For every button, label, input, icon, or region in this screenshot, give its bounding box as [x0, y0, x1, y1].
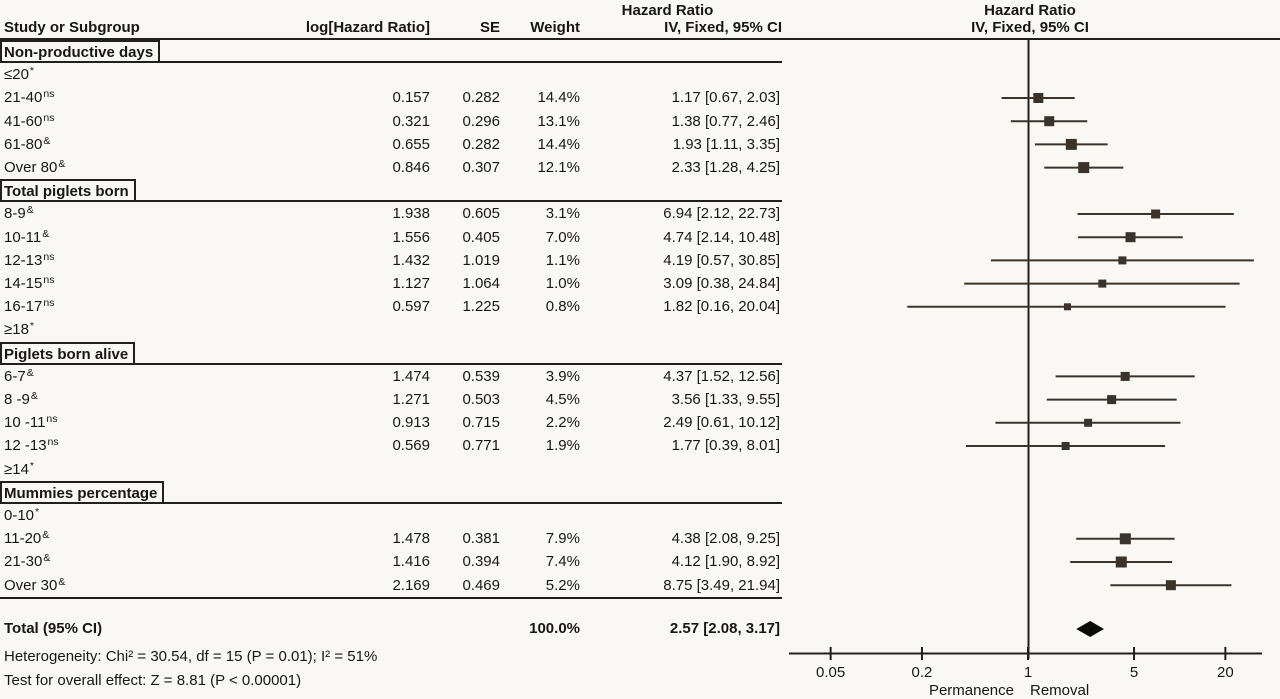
weight-value: 2.2% — [545, 414, 580, 432]
col-loghr-header: log[Hazard Ratio] — [305, 19, 430, 36]
table-row — [0, 63, 782, 86]
table-row — [0, 411, 782, 434]
log-hr-value: 1.478 — [392, 530, 430, 548]
significance-superscript: & — [26, 366, 34, 379]
table-row — [0, 86, 782, 109]
effect-marker — [1062, 442, 1070, 450]
x-tick-label: 20 — [1217, 664, 1234, 681]
study-label: ≥14* — [4, 459, 35, 478]
weight-value: 7.0% — [545, 228, 580, 246]
significance-superscript: * — [35, 506, 40, 518]
effect-marker — [1118, 256, 1126, 264]
overall-effect-note: Test for overall effect: Z = 8.81 (P < 0.00001) — [4, 672, 302, 689]
log-hr-value: 0.913 — [392, 414, 430, 432]
subgroup-header: Total piglets born — [0, 179, 136, 200]
table-row — [0, 388, 782, 411]
effect-marker — [1126, 232, 1136, 242]
weight-value: 1.1% — [545, 251, 580, 269]
significance-superscript: * — [29, 65, 35, 78]
se-value: 0.296 — [462, 112, 500, 130]
effect-marker — [1121, 372, 1130, 381]
significance-superscript: & — [42, 529, 50, 542]
total-ci: 2.57 [2.08, 3.17] — [669, 620, 780, 637]
table-row — [0, 318, 782, 341]
x-tick-label: 0.2 — [911, 664, 933, 681]
effect-marker — [1084, 419, 1092, 427]
subgroup-row — [0, 179, 782, 202]
ci-value: 1.82 [0.16, 20.04] — [663, 298, 780, 316]
log-hr-value: 0.321 — [392, 112, 430, 130]
study-label: 0-10* — [4, 506, 40, 524]
se-value: 0.503 — [462, 391, 500, 408]
weight-value: 12.1% — [537, 159, 580, 176]
ci-value: 4.12 [1.90, 8.92] — [671, 553, 780, 571]
subgroup-header: Piglets born alive — [0, 342, 135, 363]
col-hazard-ratio-header: Hazard Ratio — [621, 2, 714, 19]
study-label: 11-20& — [4, 529, 50, 548]
table-row — [0, 110, 782, 133]
weight-value: 14.4% — [537, 135, 580, 153]
subgroup-row — [0, 40, 782, 63]
significance-superscript: & — [42, 227, 50, 240]
log-hr-value: 0.846 — [392, 159, 430, 176]
significance-superscript: ns — [43, 250, 55, 263]
effect-marker — [1064, 303, 1071, 310]
effect-marker — [1066, 139, 1077, 150]
total-label: Total (95% CI) — [4, 620, 103, 637]
subgroup-row — [0, 342, 782, 365]
log-hr-value: 1.271 — [392, 391, 430, 408]
ci-value: 4.74 [2.14, 10.48] — [663, 228, 780, 246]
significance-superscript: ns — [43, 88, 55, 101]
ci-value: 4.19 [0.57, 30.85] — [663, 251, 780, 269]
significance-superscript: & — [43, 552, 51, 565]
x-tick-label: 1 — [1023, 664, 1033, 681]
effect-marker — [1120, 533, 1131, 544]
plot-method-header: IV, Fixed, 95% CI — [971, 19, 1089, 36]
col-method-header: IV, Fixed, 95% CI — [664, 19, 782, 36]
se-value: 1.019 — [462, 251, 500, 269]
log-hr-value: 0.597 — [392, 298, 430, 316]
weight-value: 7.4% — [545, 553, 580, 571]
table-row — [0, 434, 782, 457]
subgroup-row — [0, 481, 782, 504]
se-value: 1.225 — [462, 298, 500, 316]
significance-superscript: ns — [47, 436, 59, 449]
significance-superscript: * — [29, 459, 35, 472]
ci-value: 4.38 [2.08, 9.25] — [671, 530, 780, 548]
x-tick-label: 0.05 — [816, 664, 846, 681]
table-row — [0, 272, 782, 295]
se-value: 0.469 — [462, 576, 500, 594]
ci-value: 1.38 [0.77, 2.46] — [671, 112, 780, 130]
col-se-header: SE — [479, 19, 500, 36]
subgroup-header: Non-productive days — [0, 40, 160, 61]
table-row — [0, 295, 782, 318]
weight-value: 3.9% — [545, 367, 580, 385]
study-label: 61-80& — [4, 134, 51, 153]
log-hr-value: 1.432 — [392, 251, 430, 269]
se-value: 0.539 — [462, 367, 500, 385]
weight-value: 0.8% — [545, 298, 580, 316]
col-study-header: Study or Subgroup — [4, 19, 140, 36]
se-value: 0.307 — [462, 159, 500, 176]
x-tick-label: 5 — [1129, 664, 1139, 681]
log-hr-value: 0.157 — [392, 89, 430, 107]
se-value: 0.605 — [462, 205, 500, 223]
log-hr-value: 1.556 — [392, 228, 430, 246]
table-row — [0, 574, 782, 597]
ci-value: 2.49 [0.61, 10.12] — [663, 414, 780, 432]
study-label: Over 80& — [4, 158, 66, 176]
se-value: 0.771 — [462, 437, 500, 455]
effect-marker — [1151, 210, 1160, 219]
weight-value: 13.1% — [537, 112, 580, 130]
log-hr-value: 1.416 — [392, 553, 430, 571]
study-label: ≥18* — [4, 320, 35, 339]
study-label: 12 $-13^{ns}$ — [4, 436, 59, 455]
ci-value: 3.09 [0.38, 24.84] — [663, 275, 780, 292]
significance-superscript: & — [58, 158, 66, 170]
study-label: Over 30& — [4, 575, 66, 594]
plot-hazard-ratio-header: Hazard Ratio — [984, 2, 1076, 19]
significance-superscript: & — [30, 390, 38, 402]
study-label: 10 $-11^{ns}$ — [4, 413, 58, 432]
table-row — [0, 133, 782, 156]
table-row — [0, 249, 782, 272]
se-value: 0.394 — [462, 553, 500, 571]
effect-marker — [1078, 162, 1089, 173]
weight-value: 1.0% — [545, 275, 580, 292]
se-value: 0.405 — [462, 228, 500, 246]
table-row — [0, 458, 782, 481]
se-value: 0.282 — [462, 135, 500, 153]
effect-marker — [1098, 280, 1106, 288]
table-row — [0, 156, 782, 179]
se-value: 1.064 — [462, 275, 500, 292]
effect-marker — [1116, 557, 1127, 568]
study-label: 21-30& — [4, 552, 51, 571]
weight-value: 1.9% — [545, 437, 580, 455]
effect-marker — [1033, 93, 1043, 103]
log-hr-value: 1.938 — [392, 205, 430, 223]
ci-value: 1.93 [1.11, 3.35] — [672, 135, 780, 153]
study-label: 6-7& — [4, 366, 34, 385]
ci-value: 1.77 [0.39, 8.01] — [671, 437, 780, 455]
ci-value: 4.37 [1.52, 12.56] — [663, 367, 780, 385]
significance-superscript: * — [29, 320, 35, 333]
total-weight: 100.0% — [529, 620, 580, 637]
ci-value: 3.56 [1.33, 9.55] — [671, 391, 780, 408]
weight-value: 7.9% — [545, 530, 580, 548]
significance-superscript: ns — [43, 111, 55, 124]
effect-marker — [1166, 580, 1176, 590]
ci-value: 8.75 [3.49, 21.94] — [663, 576, 780, 594]
col-weight-header: Weight — [530, 19, 580, 36]
significance-superscript: & — [58, 575, 66, 588]
weight-value: 3.1% — [545, 205, 580, 223]
subgroup-header: Mummies percentage — [0, 481, 164, 502]
ci-value: 1.17 [0.67, 2.03] — [671, 89, 780, 107]
log-hr-value: 0.569 — [392, 437, 430, 455]
table-row — [0, 365, 782, 388]
significance-superscript: & — [26, 204, 34, 217]
log-hr-value: 1.474 — [392, 367, 430, 385]
study-label: $41-60^{ns}$ — [4, 111, 55, 130]
table-row — [0, 226, 782, 249]
se-value: 0.282 — [462, 89, 500, 107]
favors-right-label: Removal — [1030, 682, 1090, 699]
study-label: 8 -9& — [4, 390, 38, 408]
significance-superscript: ns — [43, 274, 55, 286]
significance-superscript: ns — [43, 297, 55, 310]
favors-left-label: Permanence — [928, 682, 1014, 699]
table-row — [0, 202, 782, 225]
study-label: $14-15^{ns}$ — [4, 274, 55, 292]
effect-marker — [1044, 116, 1054, 126]
overall-diamond — [1076, 621, 1104, 637]
log-hr-value: 2.169 — [392, 576, 430, 594]
log-hr-value: 0.655 — [392, 135, 430, 153]
se-value: 0.715 — [462, 414, 500, 432]
table-row — [0, 550, 782, 573]
study-label: $21-40^{ns}$ — [4, 88, 55, 107]
study-label: $16-17^{ns}$ — [4, 297, 55, 316]
weight-value: 4.5% — [545, 391, 580, 408]
log-hr-value: 1.127 — [392, 275, 430, 292]
table-row — [0, 527, 782, 550]
study-label: $12-13^{ns}$ — [4, 250, 55, 269]
study-label: ≤20* — [4, 65, 35, 84]
total-divider — [0, 597, 782, 599]
se-value: 0.381 — [462, 530, 500, 548]
heterogeneity-note: Heterogeneity: Chi² = 30.54, df = 15 (P = 0.01); I² = 51% — [4, 648, 378, 665]
significance-superscript: ns — [46, 413, 58, 426]
weight-value: 5.2% — [545, 576, 580, 594]
weight-value: 14.4% — [537, 89, 580, 107]
study-label: 10-11& — [4, 227, 50, 246]
ci-value: 6.94 [2.12, 22.73] — [663, 205, 780, 223]
ci-value: 2.33 [1.28, 4.25] — [671, 159, 780, 176]
significance-superscript: & — [43, 134, 51, 147]
table-row — [0, 504, 782, 527]
study-label: 8-9& — [4, 204, 34, 223]
total-row — [0, 617, 782, 641]
effect-marker — [1107, 395, 1116, 404]
